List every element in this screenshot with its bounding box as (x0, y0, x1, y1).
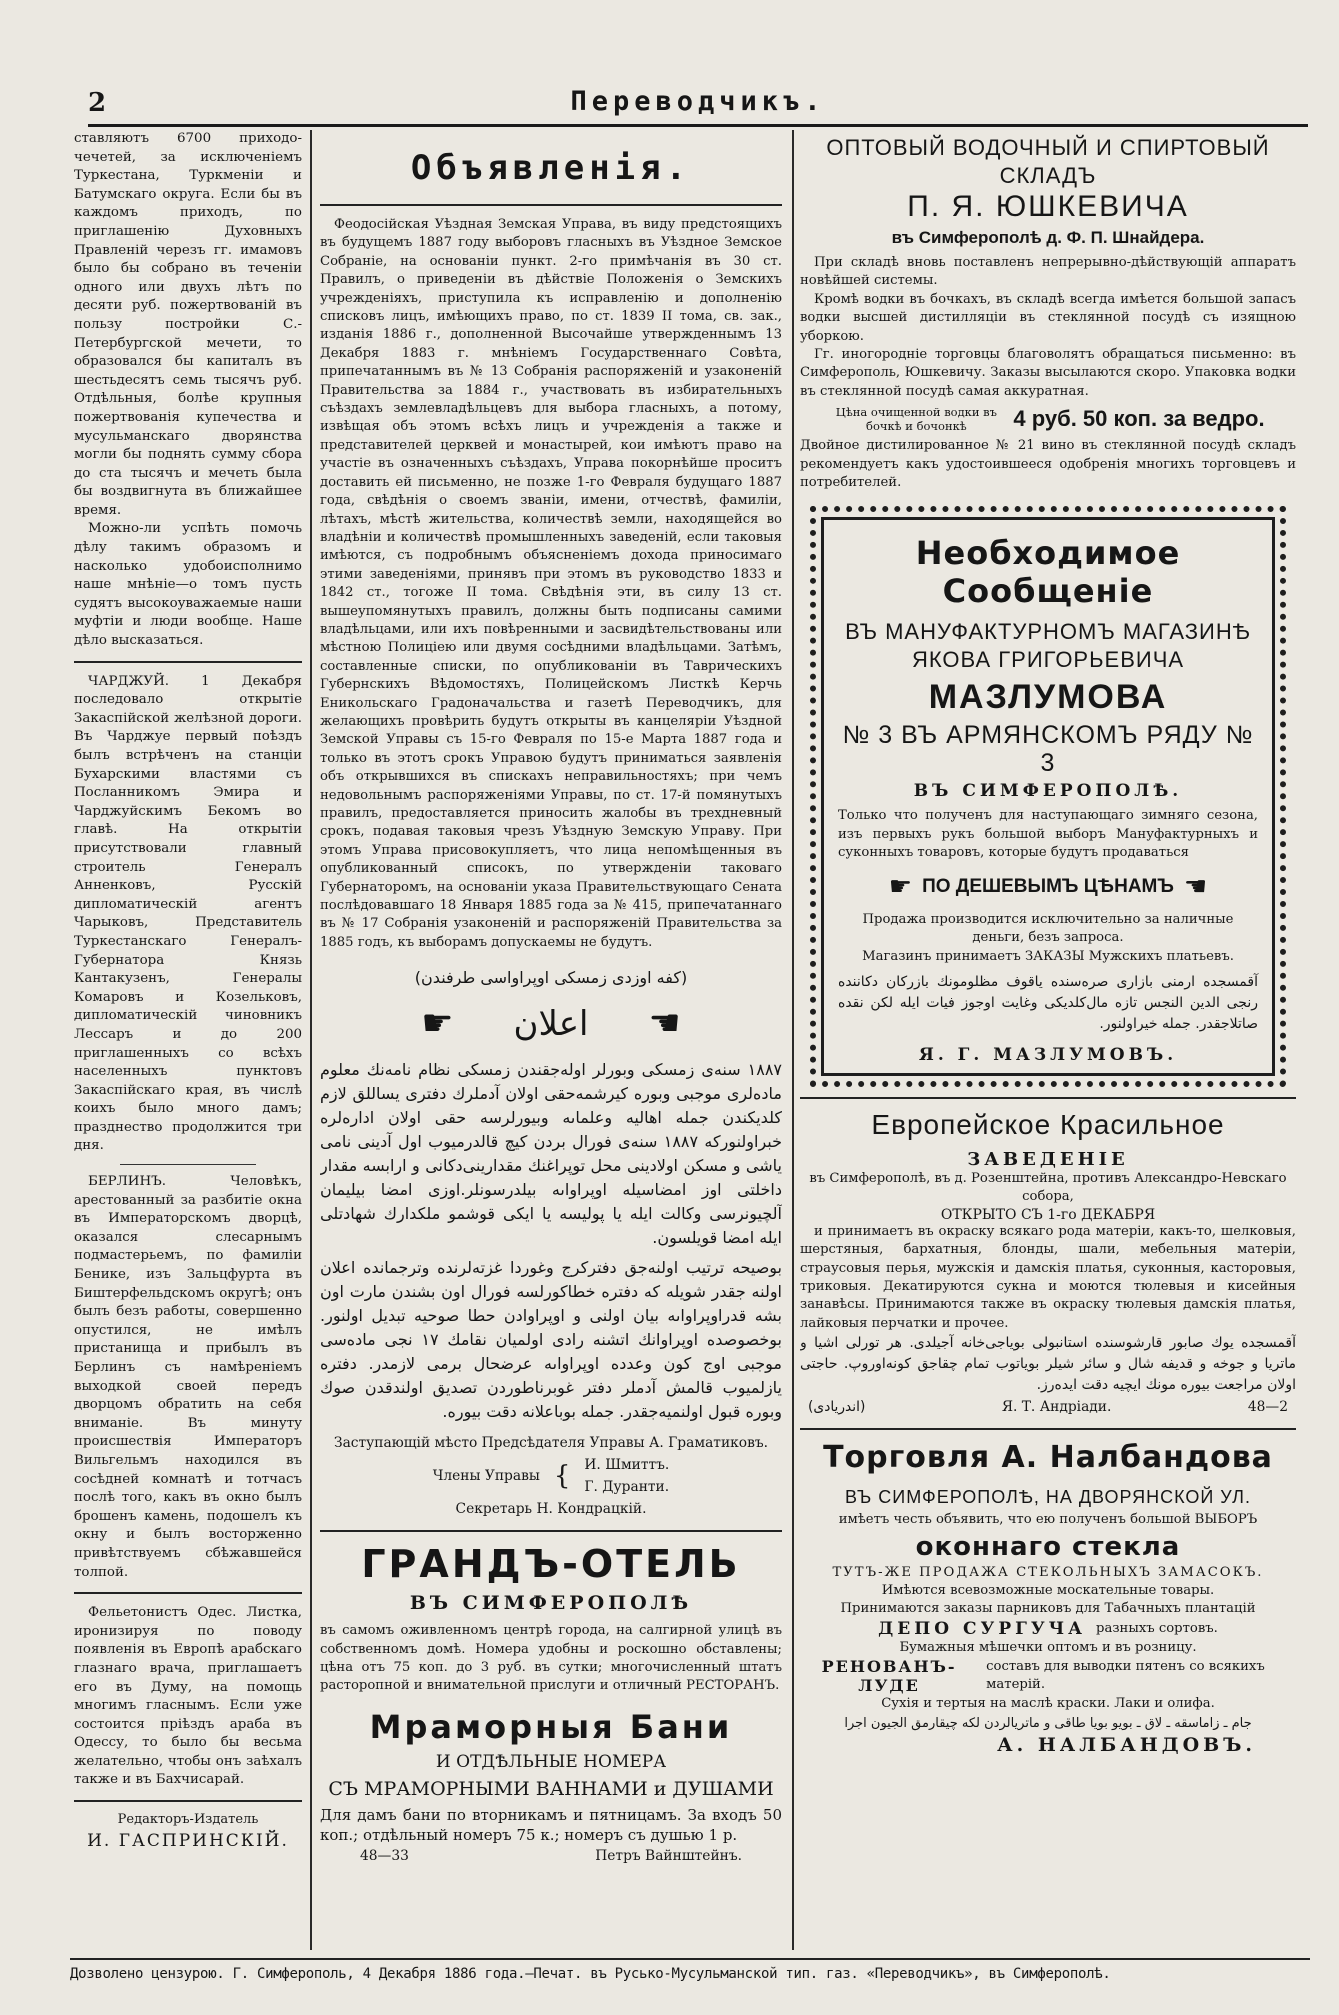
divider (320, 1530, 782, 1532)
baths-owner: Петръ Вайнштейнъ. (595, 1848, 742, 1865)
mazlumov-cheap-prices: ПО ДЕШЕВЫМЪ ЦѢНАМЪ (922, 875, 1174, 897)
dye-ad-signature: Я. Т. Андріади. (1001, 1399, 1112, 1416)
pointing-hand-left-icon: ☚ (1183, 871, 1208, 902)
vodka-price-row (800, 405, 1296, 433)
nalbandov-ad-address: ВЪ СИМФЕРОПОЛѢ, НА ДВОРЯНСКОЙ УЛ. (845, 1487, 1251, 1508)
hotel-text: въ самомъ оживленномъ центрѣ города, на салгирной улицѣ въ собственномъ домѣ. Номера удобны и роскошно обставлены; цѣна отъ 75 коп. до 3 руб. въ сутки; многочисленный штатъ расторопной и внимательной прислуги и отличный РЕСТОРАНЪ. (320, 1623, 782, 1694)
hotel-city: ВЪ СИМФЕРОПОЛѢ (409, 1592, 693, 1615)
divider (74, 1592, 302, 1594)
dye-ad-footer (800, 1396, 1296, 1418)
section-title: Объявленія. (410, 148, 692, 188)
vodka-price: 4 руб. 50 коп. за ведро. (1013, 406, 1265, 432)
dye-ad-arabic: آقمسجده يوك صابور قارشوسنده استانبولى بوياجى‌خانه آجيلدى. هر تورلى اشيا و ماتريا و جوخه و قديفه شال و سائر شيلر بوياتوب تمام چقاجق كونه‌اوروپ. حاجتى اولان مراجعت بيوره مونك ايچيه دقت ايدەرز. (800, 1335, 1296, 1394)
nalbandov-depot: ДЕПО СУРГУЧА (878, 1618, 1087, 1639)
ilan-banner (320, 1004, 782, 1044)
baths-title: Мраморныя Бани (369, 1707, 733, 1746)
nalbandov-renovan-row (800, 1657, 1296, 1695)
nalbandov-window-glass: оконнаго стекла (915, 1531, 1181, 1562)
article-berlin: БЕРЛИНЪ. Человѣкъ, арестованный за разбитіе окна въ Императорскомъ дворцѣ, оказался слесарнымъ подмастерьемъ, по фамиліи Бенике, изъ Зальцфурта въ Биштерфельдскомъ округѣ; онъ былъ безъ работы, совершенно опустился, не имѣлъ пристанища и прибылъ въ Берлинъ съ намѣреніемъ выходкой своей передъ дворцомъ обратить на себя вниманіе. Въ минуту происшествія Императоръ Вильгельмъ находился въ сосѣдней комнатѣ и тотчасъ послѣ того, какъ въ окно былъ брошенъ камень, подошелъ къ окну и былъ восторженно привѣтствуемъ сбѣжавшейся толпой. (74, 1174, 302, 1580)
arabic-ilan-heading: اعلان (513, 1004, 589, 1045)
editor-name: И. ГАСПРИНСКІЙ. (87, 1831, 289, 1852)
nalbandov-ad-l5: Принимаются заказы парниковъ для Табачныхъ плантацій (840, 1601, 1256, 1617)
nalbandov-depot-row (800, 1619, 1296, 1639)
censorship-footer: Дозволено цензурою. Г. Симферополь, 4 Декабря 1886 года.—Печат. въ Русько-Мусульманской тип. газ. «Переводчикъ», въ Симферополѣ. (70, 1958, 1310, 1982)
mazlumov-p1: Только что полученъ для наступающаго зимняго сезона, изъ первыхъ рукъ большой выборъ Мануфактурныхъ и суконныхъ товаровъ, которые будутъ продаваться (838, 808, 1258, 861)
nalbandov-depot-tail: разныхъ сортовъ. (1096, 1620, 1218, 1636)
article-mosque-text: ставляютъ 6700 приходо-чечетей, за исключеніемъ Туркестана, Туркменіи и Батумскаго округа. Если бы въ каждомъ приходъ, по приглашенію Духовныхъ Правленій черезъ гг. имамовъ было бы собрано въ теченіи одного или двухъ лѣтъ по десяти руб. пожертвованій въ пользу постройки С.-Петербургской мечети, то образовался бы капиталъ въ шестьдесятъ семь тысячъ руб. Отдѣльныя, болѣе крупныя пожертвованія купечества и мусульманскаго дворянства могли бы поднять сумму сбора до ста тысячъ и мечеть была бы воздвигнута въ ближайшее время. (74, 131, 302, 518)
secretary-signature: Секретарь Н. Кондрацкій. (455, 1501, 647, 1518)
mazlumov-shop-line: ВЪ МАНУФАКТУРНОМЪ МАГАЗИНѢ (845, 619, 1251, 645)
column-news (74, 130, 302, 1955)
baths-subtitle: И ОТДѢЛЬНЫЕ НОМЕРА (435, 1751, 667, 1772)
nalbandov-signature: А. НАЛБАНДОВЪ. (997, 1733, 1256, 1756)
mazlumov-owner-line: ЯКОВА ГРИГОРЬЕВИЧА (911, 647, 1185, 673)
mazlumov-city: ВЪ СИМФЕРОПОЛѢ. (913, 781, 1183, 802)
vodka-ad-address: въ Симферополѣ д. Ф. П. Шнайдера. (891, 228, 1205, 247)
mazlumov-signature: Я. Г. МАЗЛУМОВЪ. (918, 1044, 1178, 1065)
editor-label: Редакторъ-Издатель (117, 1812, 259, 1828)
divider (800, 1428, 1296, 1430)
mazlumov-address-row: № 3 ВЪ АРМЯНСКОМЪ РЯДУ № 3 (842, 721, 1254, 778)
mazlumov-name: МАЗЛУМОВА (928, 678, 1168, 717)
hotel-title: ГРАНДЪ-ОТЕЛЬ (361, 1542, 741, 1587)
arabic-notice-p2: بوصيحه ترتيب اولنەجق دفتركرج وغوردا غزتەلرنده وترجمانده اعلان اولنه جقدر شويله كه دفتره خطاكورلسه فورال اون بشندن مارت اون بشه قدراوپراواىه بيان اولنى و اوپراوادن حطا صوحيه تبديل اولنور. بوخصوصده اوپراوانك اتشنه رادى اولميان نقامك ١٧ نجى ماده‌سى موجبى اوج كون وعدده اوپراواىه عرضحال برمى لازمدر. دفتره يازلميوب قالمش آدملر دفتر غوبرناطوردن تصديق اولندقدن صوك وبوره قبول اولنميەجقدر. جمله بوباعلانه دقت بيوره. (320, 1258, 782, 1422)
baths-text: Для дамъ бани по вторникамъ и пятницамъ. За входъ 50 коп.; отдѣльный номеръ 75 к.; номеръ съ душью 1 р. (320, 1805, 782, 1844)
divider (320, 204, 782, 206)
dye-ad-text: и принимаетъ въ окраску всякаго рода матеріи, какъ-то, шелковыя, шерстяныя, бархатныя, блонды, шали, мебельныя матеріи, страусовыя перья, мужскія и дамскія платья, суконныя, касторовыя, триковыя. Декатируются сукна и моются тюлевыя и кисейныя занавѣсы. Принимаются также въ окраску тюлевыя дамскія платья, лайковыя перчатки и прочее. (800, 1223, 1296, 1331)
zemstvo-notice: Феодосійская Уѣздная Земская Управа, въ виду предстоящихъ въ будущемъ 1887 году выборовъ гласныхъ въ Уѣздное Земское Собраніе, на основаніи пункт. 2-го примѣчанія въ 30 ст. Правилъ, о приведеніи въ дѣйствіе Положенія о Земскихъ учрежденіяхъ, приступила къ исправленію и дополненію списковъ лицъ, имѣющихъ право, по ст. 1839 II тома, св. зак., изданія 1886 г., дополненной Высочайше утвержденнымъ 13 Декабря 1883 г. мнѣніемъ Государственнаго Совѣта, припечатаннымъ въ № 13 Собранія распоряженій и узаконеній Правительства за 1884 г., участвовать въ избирательныхъ съѣздахъ землевладѣльцевъ для выбора гласныхъ, а потому, извѣщая объ этомъ всѣхъ лицъ и учрежденія а также и представителей церквей и монастырей, кои имѣютъ право на участіе въ означенныхъ съѣздахъ, Управа покорнѣйше проситъ доставить ей письменно, не позже 1-го Февраля будущаго 1887 года, свѣдѣнія о своемъ званіи, имени, отчествѣ, фамиліи, лѣтахъ, мѣстѣ жительства, количествѣ земли, находящейся во владѣніи и количествѣ промышленныхъ заведеній, если таковыя имѣются, съ подробнымъ объясненіемъ дохода приносимаго этими заведеніями, принявъ при этомъ въ руководство 1833 и 1842 ст., тогоже II тома. Свѣдѣнія эти, въ силу 13 ст. вышеупомянутыхъ правилъ, должны быть подписаны самими владѣльцами, или ихъ повѣренными и засвидѣтельствованы или мѣстною Полиціею или двумя сосѣдними владѣльцами. Затѣмъ, составленные списки, по опубликованіи въ Таврическихъ Губернскихъ Вѣдомостяхъ, Полицейскомъ Листкѣ Керчь Еникольскаго Градоначальства и газетѣ Переводчикъ, для желающихъ провѣрить будутъ открыты въ канцеляріи Уѣздной Земской Управы съ 15-го Февраля по 15-е Марта 1887 года и только въ этотъ срокъ Управою будутъ приниматься заявленія объ открывшихся въ спискахъ неправильностяхъ; при чемъ недовольнымъ распоряженіями Управы, по ст. 17-й помянутыхъ правилъ, предоставляется приносить жалобы въ трехдневный срокъ, подавая таковыя чрезъ Уѣздную Земскую Управу. При этомъ Управа присовокупляетъ, что лица непомѣщенныя въ опубликованный списокъ, по утвержденіи таковаго Губернаторомъ, на основаніи указа Правительствующаго Сената послѣдовавшаго 18 Января 1885 года за № 415, припечатаннаго въ № 17 Собранія узаконеній и распоряженій Правительства за 1885 годъ, къ выборамъ допускаемы не будутъ. (320, 217, 782, 950)
mazlumov-cheap-row (838, 869, 1258, 905)
nalbandov-renovan-tail: составъ для выводки пятенъ со всякихъ матерій. (986, 1658, 1265, 1693)
column-advertisements (800, 130, 1296, 1955)
vodka-ad-p1: При складѣ вновь поставленъ непрерывно-дѣйствующій аппаратъ новѣйшей системы. (800, 255, 1296, 289)
nalbandov-renovan: РЕНОВАНЪ-ЛУДЕ (821, 1657, 957, 1696)
mazlumov-ad-title: Необходимое Сообщеніе (915, 534, 1181, 611)
article-mosque-conclusion: Можно-ли успѣть помочь дѣлу такимъ образомъ и насколько удобоисполнимо наше мнѣніе—о томъ пусть судятъ высокоуважаемые наши муфтіи и люди вообще. Наше дѣло высказаться. (74, 521, 302, 649)
nalbandov-arabic: جام ـ زاماسقه ـ لاق ـ بويو بويا طاقى و ماتريالردن لكه چيقارمق الجيون اجرا (844, 1715, 1252, 1731)
dye-ad-open: ОТКРЫТО СЪ 1-го ДЕКАБРЯ (940, 1206, 1156, 1223)
vodka-ad-title: ОПТОВЫЙ ВОДОЧНЫЙ И СПИРТОВЫЙ СКЛАДЪ (826, 135, 1270, 188)
dye-ad-title: Европейское Красильное (871, 1108, 1225, 1140)
nalbandov-ad-l6: Бумажныя мѣшечки оптомъ и въ розницу. (899, 1639, 1197, 1655)
vodka-ad-owner: П. Я. ЮШКЕВИЧА (907, 190, 1189, 223)
vodka-price-label: Цѣна очищенной водки въ бочкѣ и бочонкѣ (835, 405, 997, 434)
page-number: 2 (88, 88, 107, 118)
dye-ad-subtitle: ЗАВЕДЕНІЕ (967, 1148, 1129, 1170)
mazlumov-p2: Продажа производится исключительно за наличные деньги, безъ запроса. (862, 911, 1234, 946)
vodka-ad-p2: Кромѣ водки въ бочкахъ, въ складѣ всегда имѣется большой запасъ водки высшей дистилляціи въ стеклянной посудѣ съ изящною уборкою. (800, 291, 1296, 344)
vodka-ad-p4: Двойное дистилированное № 21 вино въ стеклянной посудѣ складъ рекомендуетъ какъ удостоившееся одобренія многихъ торговцевъ и потребителей. (800, 438, 1296, 491)
mazlumov-ad-frame (810, 506, 1286, 1086)
mazlumov-arabic: آقمسجده ارمنى بازارى صره‌سنده ياقوف مظلومونك بازركان دكاننده رنجى الدين النجس تازه مال‌كلديكى وغايت اوجوز فيات ايله لكن نقده صاتلاجقدر. جمله خيراولنور. (838, 973, 1258, 1032)
member-name: Г. Дуранти. (584, 1479, 670, 1496)
pointing-hand-right-icon: ☛ (888, 871, 913, 902)
arabic-notice-heading: (كفه اوزدى زمسكى اوپراواسى طرفندن) (414, 968, 688, 988)
divider (800, 1097, 1296, 1099)
article-chardzhui: ЧАРДЖУЙ. 1 Декабря последовало открытіе Закаспійской желѣзной дороги. Въ Чарджуе первый поѣздъ былъ встрѣченъ на станціи Бухарскими властями съ Посланникомъ Эмира и Чарджуйскимъ Бекомъ во главѣ. На открытіи присутствовали главный строитель Генералъ Анненковъ, Русскій дипломатическій агентъ Чарыковъ, Представитель Туркестанскаго Генералъ-Губернатора Князь Кантакузенъ, Генералы Комаровъ и Козельковъ, дипломатическій чиновникъ Лессаръ и до 200 приглашенныхъ со всѣхъ населенныхъ пунктовъ Закаспійскаго края, въ числѣ коихъ было много дамъ; празднество продолжится три дня. (74, 673, 302, 1154)
page-header (88, 84, 1308, 127)
pointing-hand-left-icon: ☚ (648, 1003, 681, 1045)
dye-ad-address: въ Симферополѣ, въ д. Розенштейна, противъ Александро-Невскаго собора, (809, 1170, 1287, 1205)
article-odessa: Фельетонистъ Одес. Листка, иронизируя по поводу появленія въ Европѣ арабскаго глазнаго врача, приглашаетъ его въ Думу, на помощь многимъ гласнымъ. Если уже состоится пріѣздъ араба въ Одессу, то было бы весьма желательно, чтобы онъ заѣхалъ также и въ Бахчисарай. (74, 1605, 302, 1788)
nalbandov-ad-l3: ТУТЪ-ЖЕ ПРОДАЖА СТЕКОЛЬНЫХЪ ЗАМАСОКЪ. (832, 1564, 1264, 1580)
deputy-signature: Заступающій мѣсто Предсѣдателя Управы А. Граматиковъ. (333, 1435, 769, 1452)
column-rule-right (792, 130, 794, 1950)
baths-subtitle-2: СЪ МРАМОРНЫМИ ВАННАМИ и ДУШАМИ (328, 1777, 774, 1800)
pointing-hand-right-icon: ☛ (421, 1003, 454, 1045)
divider (120, 1164, 257, 1165)
vodka-ad-p3: Гг. иногородніе торговцы благоволятъ обращаться письменно: въ Симферополь, Юшкевичу. Заказы высылаются скоро. Упаковка водки въ стеклянной посудѣ самая аккуратная. (800, 347, 1296, 399)
nalbandov-ad-l2: имѣетъ честь объявить, что ею полученъ большой ВЫБОРЪ (838, 1512, 1258, 1528)
divider (74, 1800, 302, 1802)
members-label: Члены Управы (432, 1468, 540, 1485)
member-name: И. Шмиттъ. (584, 1457, 670, 1474)
members-list (584, 1454, 669, 1498)
members-block (320, 1454, 782, 1498)
arabic-notice-p1: ١٨٨٧ سنه‌ى زمسكى وبورلر اولەجقندن زمسكى نظام نامه‌نك معلوم ماده‌لرى موجبى وبوره كيرشمه‌حقى اولان آدملرك دفترى يساللق لازم كلديكندن جمله اهاليه وعلماىه وبيورلرسه حقى اولان ادارەلره خبراولنوركه ١٨٨٧ سنه‌ى فورال بردن كيچ قالدرميوب اول آدينى نامى ياشى و مسكن اولادينى محل توپراغنك مقدارينى‌دكانى و ارابسه مقدار داخلتى اوز امضاسيله اوپراواىه بيلدرسونلر.اوزى امضا بيليمان آلچيونرسى وكالت ايله يا پوليسه يا ايكى قوشمو ملكدارك شهادتلى ايله امضا قويلسون. (320, 1060, 782, 1248)
column-announcements (320, 130, 782, 1955)
nalbandov-ad-title: Торговля А. Налбандова (823, 1440, 1273, 1476)
masthead: Переводчикъ. (570, 86, 826, 117)
mazlumov-p3: Магазинъ принимаетъ ЗАКАЗЫ Мужскихъ платьевъ. (862, 948, 1234, 964)
baths-footer (320, 1845, 782, 1867)
ad-number: 48—33 (360, 1848, 409, 1865)
divider (74, 661, 302, 663)
nalbandov-ad-l4: Имѣются всевозможные москательные товары. (881, 1582, 1215, 1598)
column-rule-left (310, 130, 312, 1950)
ad-number: 48—2 (1247, 1399, 1288, 1416)
dye-ad-arabic-signature: (اندريادى) (808, 1399, 866, 1416)
nalbandov-ad-l7: Сухія и тертыя на маслѣ краски. Лаки и олифа. (881, 1696, 1215, 1712)
brace: { (553, 1461, 571, 1492)
